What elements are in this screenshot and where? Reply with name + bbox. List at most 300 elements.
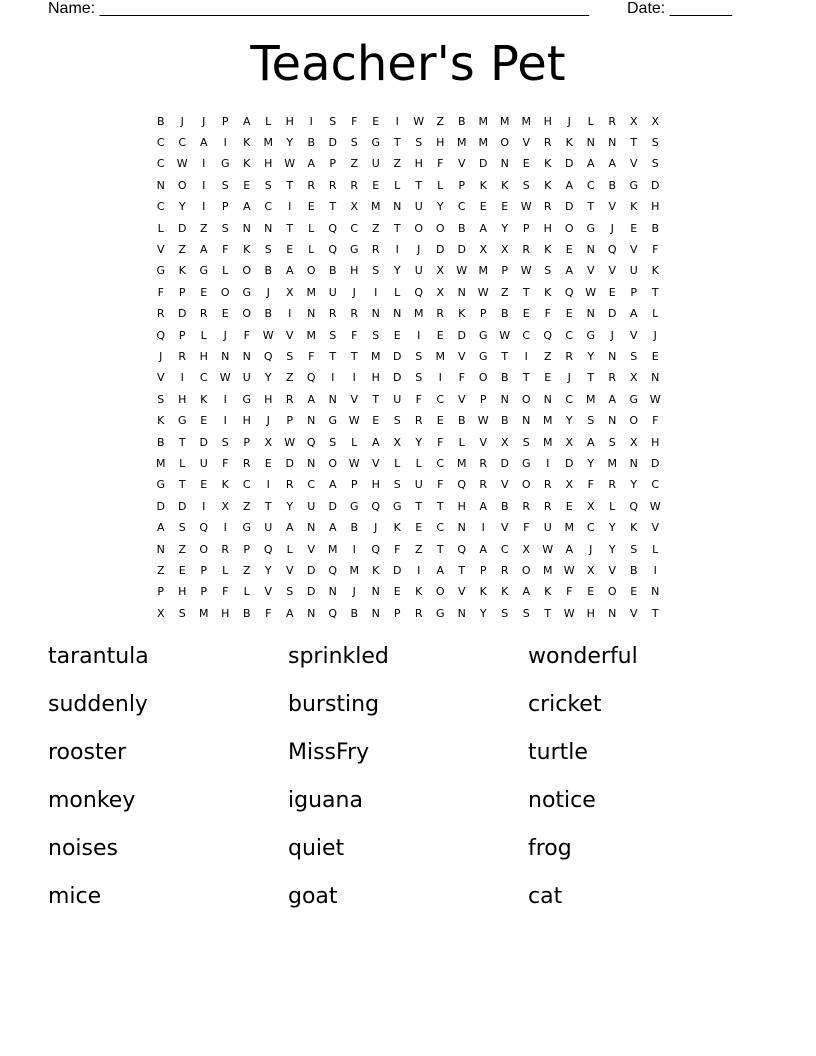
grid-letter[interactable]: X bbox=[479, 243, 488, 257]
grid-letter[interactable]: S bbox=[329, 328, 337, 342]
grid-letter[interactable]: M bbox=[306, 285, 316, 299]
grid-letter[interactable]: J bbox=[159, 349, 163, 363]
grid-letter[interactable]: J bbox=[610, 221, 614, 235]
grid-letter[interactable]: D bbox=[651, 178, 660, 192]
grid-letter[interactable]: R bbox=[199, 307, 208, 321]
grid-letter[interactable]: B bbox=[500, 371, 509, 385]
grid-letter[interactable]: I bbox=[266, 478, 270, 492]
grid-letter[interactable]: F bbox=[544, 307, 551, 321]
grid-letter[interactable]: N bbox=[543, 392, 552, 406]
grid-letter[interactable]: I bbox=[288, 200, 292, 214]
grid-letter[interactable]: S bbox=[630, 542, 638, 556]
grid-letter[interactable]: H bbox=[350, 264, 359, 278]
grid-letter[interactable]: C bbox=[436, 521, 445, 535]
grid-letter[interactable]: G bbox=[177, 414, 187, 428]
grid-letter[interactable]: I bbox=[524, 349, 528, 363]
grid-letter[interactable]: B bbox=[500, 307, 509, 321]
grid-letter[interactable]: G bbox=[328, 414, 338, 428]
grid-letter[interactable]: K bbox=[544, 243, 552, 257]
grid-letter[interactable]: W bbox=[477, 285, 489, 299]
grid-letter[interactable]: D bbox=[457, 328, 466, 342]
grid-letter[interactable]: E bbox=[630, 585, 638, 599]
grid-letter[interactable]: X bbox=[500, 435, 509, 449]
grid-letter[interactable]: R bbox=[285, 478, 294, 492]
grid-letter[interactable]: J bbox=[567, 114, 571, 128]
grid-letter[interactable]: E bbox=[544, 371, 552, 385]
grid-letter[interactable]: M bbox=[607, 456, 617, 470]
grid-letter[interactable]: S bbox=[329, 435, 337, 449]
grid-letter[interactable]: D bbox=[178, 499, 187, 513]
grid-letter[interactable]: N bbox=[221, 349, 230, 363]
grid-letter[interactable]: Z bbox=[285, 371, 294, 385]
grid-letter[interactable]: C bbox=[436, 392, 445, 406]
grid-letter[interactable]: K bbox=[544, 285, 552, 299]
grid-letter[interactable]: O bbox=[328, 456, 338, 470]
grid-letter[interactable]: A bbox=[285, 606, 294, 620]
grid-letter[interactable]: E bbox=[307, 200, 315, 214]
grid-letter[interactable]: A bbox=[371, 435, 380, 449]
grid-letter[interactable]: N bbox=[608, 136, 617, 150]
grid-letter[interactable]: X bbox=[436, 264, 445, 278]
grid-letter[interactable]: Q bbox=[328, 563, 338, 577]
grid-letter[interactable]: B bbox=[457, 221, 466, 235]
grid-letter[interactable]: G bbox=[629, 392, 639, 406]
grid-letter[interactable]: M bbox=[543, 414, 553, 428]
grid-letter[interactable]: F bbox=[351, 114, 358, 128]
grid-letter[interactable]: G bbox=[220, 157, 230, 171]
grid-letter[interactable]: E bbox=[178, 563, 186, 577]
grid-letter[interactable]: V bbox=[307, 542, 316, 556]
grid-letter[interactable]: I bbox=[223, 392, 227, 406]
grid-letter[interactable]: A bbox=[479, 499, 488, 513]
grid-letter[interactable]: Z bbox=[242, 563, 251, 577]
grid-letter[interactable]: J bbox=[417, 243, 421, 257]
grid-letter[interactable]: O bbox=[607, 585, 617, 599]
grid-letter[interactable]: N bbox=[457, 606, 466, 620]
grid-letter[interactable]: W bbox=[649, 499, 661, 513]
grid-letter[interactable]: M bbox=[263, 136, 273, 150]
grid-letter[interactable]: Z bbox=[178, 542, 187, 556]
grid-letter[interactable]: M bbox=[457, 456, 467, 470]
grid-letter[interactable]: F bbox=[652, 243, 659, 257]
grid-letter[interactable]: S bbox=[393, 478, 401, 492]
grid-letter[interactable]: Y bbox=[286, 499, 294, 513]
grid-letter[interactable]: X bbox=[629, 435, 638, 449]
grid-letter[interactable]: B bbox=[651, 221, 660, 235]
grid-letter[interactable]: S bbox=[415, 136, 423, 150]
grid-letter[interactable]: P bbox=[479, 563, 487, 577]
grid-letter[interactable]: I bbox=[223, 136, 227, 150]
grid-letter[interactable]: G bbox=[242, 521, 252, 535]
grid-letter[interactable]: V bbox=[350, 392, 359, 406]
grid-letter[interactable]: F bbox=[587, 478, 594, 492]
grid-letter[interactable]: O bbox=[500, 136, 510, 150]
grid-letter[interactable]: S bbox=[264, 178, 272, 192]
grid-letter[interactable]: I bbox=[481, 521, 485, 535]
grid-letter[interactable]: N bbox=[371, 606, 380, 620]
grid-letter[interactable]: H bbox=[586, 606, 595, 620]
grid-letter[interactable]: D bbox=[565, 456, 574, 470]
grid-letter[interactable]: N bbox=[608, 606, 617, 620]
grid-letter[interactable]: Z bbox=[242, 499, 251, 513]
grid-letter[interactable]: G bbox=[478, 328, 488, 342]
grid-letter[interactable]: G bbox=[199, 264, 209, 278]
grid-letter[interactable]: E bbox=[565, 243, 573, 257]
grid-letter[interactable]: Z bbox=[178, 243, 187, 257]
grid-letter[interactable]: V bbox=[629, 157, 638, 171]
grid-letter[interactable]: W bbox=[649, 392, 661, 406]
grid-letter[interactable]: X bbox=[156, 606, 165, 620]
grid-letter[interactable]: S bbox=[522, 606, 530, 620]
grid-letter[interactable]: X bbox=[586, 563, 595, 577]
grid-letter[interactable]: T bbox=[458, 563, 466, 577]
grid-letter[interactable]: T bbox=[393, 221, 401, 235]
grid-letter[interactable]: V bbox=[264, 585, 273, 599]
grid-letter[interactable]: W bbox=[176, 157, 188, 171]
grid-letter[interactable]: Y bbox=[393, 264, 401, 278]
grid-letter[interactable]: S bbox=[372, 328, 380, 342]
grid-letter[interactable]: D bbox=[457, 243, 466, 257]
grid-letter[interactable]: U bbox=[629, 264, 638, 278]
grid-letter[interactable]: U bbox=[307, 499, 316, 513]
grid-letter[interactable]: H bbox=[371, 371, 380, 385]
grid-letter[interactable]: M bbox=[500, 114, 510, 128]
grid-letter[interactable]: T bbox=[651, 606, 659, 620]
grid-letter[interactable]: P bbox=[329, 157, 337, 171]
grid-letter[interactable]: P bbox=[178, 285, 186, 299]
grid-letter[interactable]: R bbox=[608, 478, 617, 492]
grid-letter[interactable]: P bbox=[221, 114, 229, 128]
grid-letter[interactable]: M bbox=[457, 136, 467, 150]
grid-letter[interactable]: J bbox=[202, 114, 206, 128]
grid-letter[interactable]: D bbox=[500, 456, 509, 470]
grid-letter[interactable]: H bbox=[436, 136, 445, 150]
grid-letter[interactable]: A bbox=[307, 392, 316, 406]
grid-letter[interactable]: S bbox=[350, 136, 358, 150]
grid-letter[interactable]: A bbox=[242, 114, 251, 128]
grid-letter[interactable]: S bbox=[221, 221, 229, 235]
grid-letter[interactable]: A bbox=[199, 136, 208, 150]
grid-letter[interactable]: X bbox=[221, 499, 230, 513]
grid-letter[interactable]: D bbox=[393, 349, 402, 363]
grid-letter[interactable]: L bbox=[458, 435, 465, 449]
grid-letter[interactable]: U bbox=[328, 285, 337, 299]
grid-letter[interactable]: T bbox=[329, 200, 337, 214]
grid-letter[interactable]: M bbox=[564, 521, 574, 535]
grid-letter[interactable]: D bbox=[178, 307, 187, 321]
grid-letter[interactable]: X bbox=[393, 435, 402, 449]
grid-letter[interactable]: C bbox=[156, 200, 165, 214]
grid-letter[interactable]: J bbox=[653, 328, 657, 342]
grid-letter[interactable]: T bbox=[501, 349, 509, 363]
grid-letter[interactable]: C bbox=[586, 521, 595, 535]
grid-letter[interactable]: N bbox=[586, 243, 595, 257]
grid-letter[interactable]: Z bbox=[543, 349, 552, 363]
grid-letter[interactable]: G bbox=[521, 456, 531, 470]
grid-letter[interactable]: R bbox=[543, 499, 552, 513]
grid-letter[interactable]: L bbox=[394, 285, 401, 299]
grid-letter[interactable]: Q bbox=[306, 371, 316, 385]
grid-letter[interactable]: I bbox=[202, 499, 206, 513]
grid-letter[interactable]: A bbox=[565, 178, 574, 192]
grid-letter[interactable]: B bbox=[350, 521, 359, 535]
grid-letter[interactable]: D bbox=[156, 499, 165, 513]
grid-letter[interactable]: R bbox=[414, 606, 423, 620]
grid-letter[interactable]: H bbox=[178, 392, 187, 406]
grid-letter[interactable]: E bbox=[393, 585, 401, 599]
grid-letter[interactable]: E bbox=[415, 521, 423, 535]
grid-letter[interactable]: S bbox=[522, 435, 530, 449]
grid-letter[interactable]: N bbox=[328, 585, 337, 599]
grid-letter[interactable]: Z bbox=[414, 542, 423, 556]
grid-letter[interactable]: T bbox=[415, 178, 423, 192]
grid-letter[interactable]: N bbox=[371, 307, 380, 321]
grid-letter[interactable]: S bbox=[608, 435, 616, 449]
grid-letter[interactable]: E bbox=[522, 157, 530, 171]
grid-letter[interactable]: K bbox=[544, 178, 552, 192]
grid-letter[interactable]: R bbox=[156, 307, 165, 321]
grid-letter[interactable]: V bbox=[285, 563, 294, 577]
grid-letter[interactable]: I bbox=[331, 371, 335, 385]
grid-letter[interactable]: J bbox=[352, 585, 356, 599]
grid-letter[interactable]: E bbox=[264, 456, 272, 470]
grid-letter[interactable]: Z bbox=[393, 157, 402, 171]
grid-letter[interactable]: S bbox=[415, 349, 423, 363]
grid-letter[interactable]: C bbox=[565, 392, 574, 406]
grid-letter[interactable]: C bbox=[500, 542, 509, 556]
grid-letter[interactable]: E bbox=[200, 414, 208, 428]
grid-letter[interactable]: I bbox=[546, 456, 550, 470]
grid-letter[interactable]: R bbox=[242, 456, 251, 470]
grid-letter[interactable]: K bbox=[565, 136, 573, 150]
grid-letter[interactable]: Z bbox=[500, 285, 509, 299]
grid-letter[interactable]: A bbox=[565, 542, 574, 556]
grid-letter[interactable]: P bbox=[630, 285, 638, 299]
grid-letter[interactable]: T bbox=[436, 499, 444, 513]
grid-letter[interactable]: E bbox=[372, 414, 380, 428]
grid-letter[interactable]: W bbox=[520, 264, 532, 278]
grid-letter[interactable]: M bbox=[478, 264, 488, 278]
date-field-label[interactable]: Date: _______ bbox=[627, 0, 732, 17]
grid-letter[interactable]: N bbox=[393, 307, 402, 321]
grid-letter[interactable]: X bbox=[565, 435, 574, 449]
grid-letter[interactable]: R bbox=[543, 478, 552, 492]
grid-letter[interactable]: R bbox=[285, 392, 294, 406]
grid-letter[interactable]: W bbox=[348, 414, 360, 428]
grid-letter[interactable]: S bbox=[264, 243, 272, 257]
grid-letter[interactable]: A bbox=[328, 478, 337, 492]
grid-letter[interactable]: V bbox=[629, 606, 638, 620]
grid-letter[interactable]: N bbox=[156, 178, 165, 192]
grid-letter[interactable]: V bbox=[651, 521, 660, 535]
grid-letter[interactable]: S bbox=[286, 349, 294, 363]
grid-letter[interactable]: O bbox=[306, 264, 316, 278]
grid-letter[interactable]: I bbox=[395, 114, 399, 128]
grid-letter[interactable]: R bbox=[350, 178, 359, 192]
grid-letter[interactable]: K bbox=[544, 157, 552, 171]
grid-letter[interactable]: V bbox=[457, 157, 466, 171]
grid-letter[interactable]: Y bbox=[565, 414, 573, 428]
grid-letter[interactable]: F bbox=[243, 328, 250, 342]
grid-letter[interactable]: B bbox=[156, 114, 165, 128]
grid-letter[interactable]: I bbox=[352, 371, 356, 385]
grid-letter[interactable]: P bbox=[522, 221, 530, 235]
grid-letter[interactable]: M bbox=[306, 328, 316, 342]
grid-letter[interactable]: V bbox=[156, 371, 165, 385]
grid-letter[interactable]: K bbox=[630, 521, 638, 535]
grid-letter[interactable]: R bbox=[178, 349, 187, 363]
grid-letter[interactable]: J bbox=[223, 328, 227, 342]
grid-letter[interactable]: E bbox=[286, 243, 294, 257]
grid-letter[interactable]: X bbox=[285, 285, 294, 299]
grid-letter[interactable]: X bbox=[522, 542, 531, 556]
grid-letter[interactable]: D bbox=[565, 200, 574, 214]
grid-letter[interactable]: F bbox=[415, 392, 422, 406]
grid-letter[interactable]: H bbox=[285, 114, 294, 128]
grid-letter[interactable]: W bbox=[348, 456, 360, 470]
grid-letter[interactable]: U bbox=[371, 157, 380, 171]
grid-letter[interactable]: F bbox=[394, 542, 401, 556]
grid-letter[interactable]: P bbox=[221, 200, 229, 214]
grid-letter[interactable]: H bbox=[457, 499, 466, 513]
grid-letter[interactable]: N bbox=[307, 307, 316, 321]
grid-letter[interactable]: Z bbox=[436, 114, 445, 128]
grid-letter[interactable]: R bbox=[221, 542, 230, 556]
grid-letter[interactable]: J bbox=[266, 285, 270, 299]
grid-letter[interactable]: J bbox=[352, 285, 356, 299]
grid-letter[interactable]: N bbox=[500, 157, 509, 171]
grid-letter[interactable]: V bbox=[285, 328, 294, 342]
grid-letter[interactable]: B bbox=[328, 264, 337, 278]
grid-letter[interactable]: B bbox=[457, 114, 466, 128]
grid-letter[interactable]: K bbox=[157, 414, 165, 428]
grid-letter[interactable]: E bbox=[479, 200, 487, 214]
grid-letter[interactable]: S bbox=[221, 178, 229, 192]
grid-letter[interactable]: W bbox=[413, 114, 425, 128]
grid-letter[interactable]: L bbox=[437, 178, 444, 192]
grid-letter[interactable]: K bbox=[415, 585, 423, 599]
grid-letter[interactable]: M bbox=[478, 114, 488, 128]
grid-letter[interactable]: J bbox=[180, 114, 184, 128]
grid-letter[interactable]: D bbox=[178, 221, 187, 235]
grid-letter[interactable]: U bbox=[264, 521, 273, 535]
grid-letter[interactable]: N bbox=[500, 392, 509, 406]
grid-letter[interactable]: C bbox=[178, 136, 187, 150]
grid-letter[interactable]: E bbox=[630, 221, 638, 235]
grid-letter[interactable]: I bbox=[417, 563, 421, 577]
grid-letter[interactable]: Z bbox=[199, 221, 208, 235]
grid-letter[interactable]: S bbox=[286, 585, 294, 599]
grid-letter[interactable]: A bbox=[522, 585, 531, 599]
grid-letter[interactable]: B bbox=[264, 307, 273, 321]
grid-letter[interactable]: T bbox=[436, 542, 444, 556]
grid-letter[interactable]: Q bbox=[371, 499, 381, 513]
grid-letter[interactable]: S bbox=[221, 435, 229, 449]
grid-letter[interactable]: Q bbox=[306, 435, 316, 449]
grid-letter[interactable]: K bbox=[243, 243, 251, 257]
grid-letter[interactable]: E bbox=[522, 307, 530, 321]
grid-letter[interactable]: N bbox=[307, 521, 316, 535]
grid-letter[interactable]: S bbox=[501, 606, 509, 620]
grid-letter[interactable]: X bbox=[565, 478, 574, 492]
grid-letter[interactable]: L bbox=[243, 585, 250, 599]
grid-letter[interactable]: A bbox=[328, 521, 337, 535]
grid-letter[interactable]: P bbox=[178, 328, 186, 342]
grid-letter[interactable]: M bbox=[328, 542, 338, 556]
grid-letter[interactable]: O bbox=[220, 285, 230, 299]
grid-letter[interactable]: R bbox=[522, 243, 531, 257]
grid-letter[interactable]: I bbox=[202, 200, 206, 214]
grid-letter[interactable]: O bbox=[478, 371, 488, 385]
grid-letter[interactable]: E bbox=[221, 307, 229, 321]
grid-letter[interactable]: C bbox=[522, 328, 531, 342]
grid-letter[interactable]: E bbox=[565, 499, 573, 513]
grid-letter[interactable]: Y bbox=[587, 456, 595, 470]
grid-letter[interactable]: F bbox=[652, 414, 659, 428]
grid-letter[interactable]: K bbox=[372, 563, 380, 577]
grid-letter[interactable]: I bbox=[352, 542, 356, 556]
grid-letter[interactable]: G bbox=[435, 606, 445, 620]
grid-letter[interactable]: D bbox=[199, 435, 208, 449]
grid-letter[interactable]: X bbox=[586, 499, 595, 513]
grid-letter[interactable]: L bbox=[394, 178, 401, 192]
grid-letter[interactable]: I bbox=[309, 114, 313, 128]
grid-letter[interactable]: B bbox=[350, 606, 359, 620]
grid-letter[interactable]: E bbox=[393, 328, 401, 342]
grid-letter[interactable]: D bbox=[307, 585, 316, 599]
grid-letter[interactable]: R bbox=[328, 307, 337, 321]
grid-letter[interactable]: K bbox=[651, 264, 659, 278]
grid-letter[interactable]: D bbox=[393, 371, 402, 385]
grid-letter[interactable]: O bbox=[435, 585, 445, 599]
grid-letter[interactable]: Q bbox=[607, 243, 617, 257]
grid-letter[interactable]: U bbox=[414, 264, 423, 278]
grid-letter[interactable]: X bbox=[651, 114, 660, 128]
grid-letter[interactable]: Y bbox=[608, 521, 616, 535]
grid-letter[interactable]: Y bbox=[587, 349, 595, 363]
grid-letter[interactable]: D bbox=[307, 563, 316, 577]
grid-letter[interactable]: A bbox=[479, 542, 488, 556]
grid-letter[interactable]: O bbox=[242, 264, 252, 278]
grid-letter[interactable]: T bbox=[286, 178, 294, 192]
grid-letter[interactable]: W bbox=[477, 414, 489, 428]
grid-letter[interactable]: L bbox=[200, 328, 207, 342]
grid-letter[interactable]: Y bbox=[608, 542, 616, 556]
grid-letter[interactable]: N bbox=[242, 221, 251, 235]
grid-letter[interactable]: R bbox=[608, 114, 617, 128]
grid-letter[interactable]: U bbox=[393, 392, 402, 406]
grid-letter[interactable]: M bbox=[586, 392, 596, 406]
grid-letter[interactable]: Q bbox=[414, 285, 424, 299]
grid-letter[interactable]: G bbox=[586, 328, 596, 342]
grid-letter[interactable]: E bbox=[243, 178, 251, 192]
grid-letter[interactable]: R bbox=[543, 136, 552, 150]
grid-letter[interactable]: V bbox=[156, 243, 165, 257]
grid-letter[interactable]: P bbox=[200, 585, 208, 599]
grid-letter[interactable]: E bbox=[501, 200, 509, 214]
grid-letter[interactable]: V bbox=[500, 521, 509, 535]
grid-letter[interactable]: A bbox=[586, 157, 595, 171]
grid-letter[interactable]: N bbox=[242, 349, 251, 363]
grid-letter[interactable]: T bbox=[178, 435, 186, 449]
grid-letter[interactable]: Q bbox=[156, 328, 166, 342]
grid-letter[interactable]: D bbox=[328, 136, 337, 150]
grid-letter[interactable]: B bbox=[629, 563, 638, 577]
grid-letter[interactable]: C bbox=[242, 478, 251, 492]
grid-letter[interactable]: W bbox=[284, 157, 296, 171]
grid-letter[interactable]: D bbox=[436, 243, 445, 257]
grid-letter[interactable]: S bbox=[178, 606, 186, 620]
